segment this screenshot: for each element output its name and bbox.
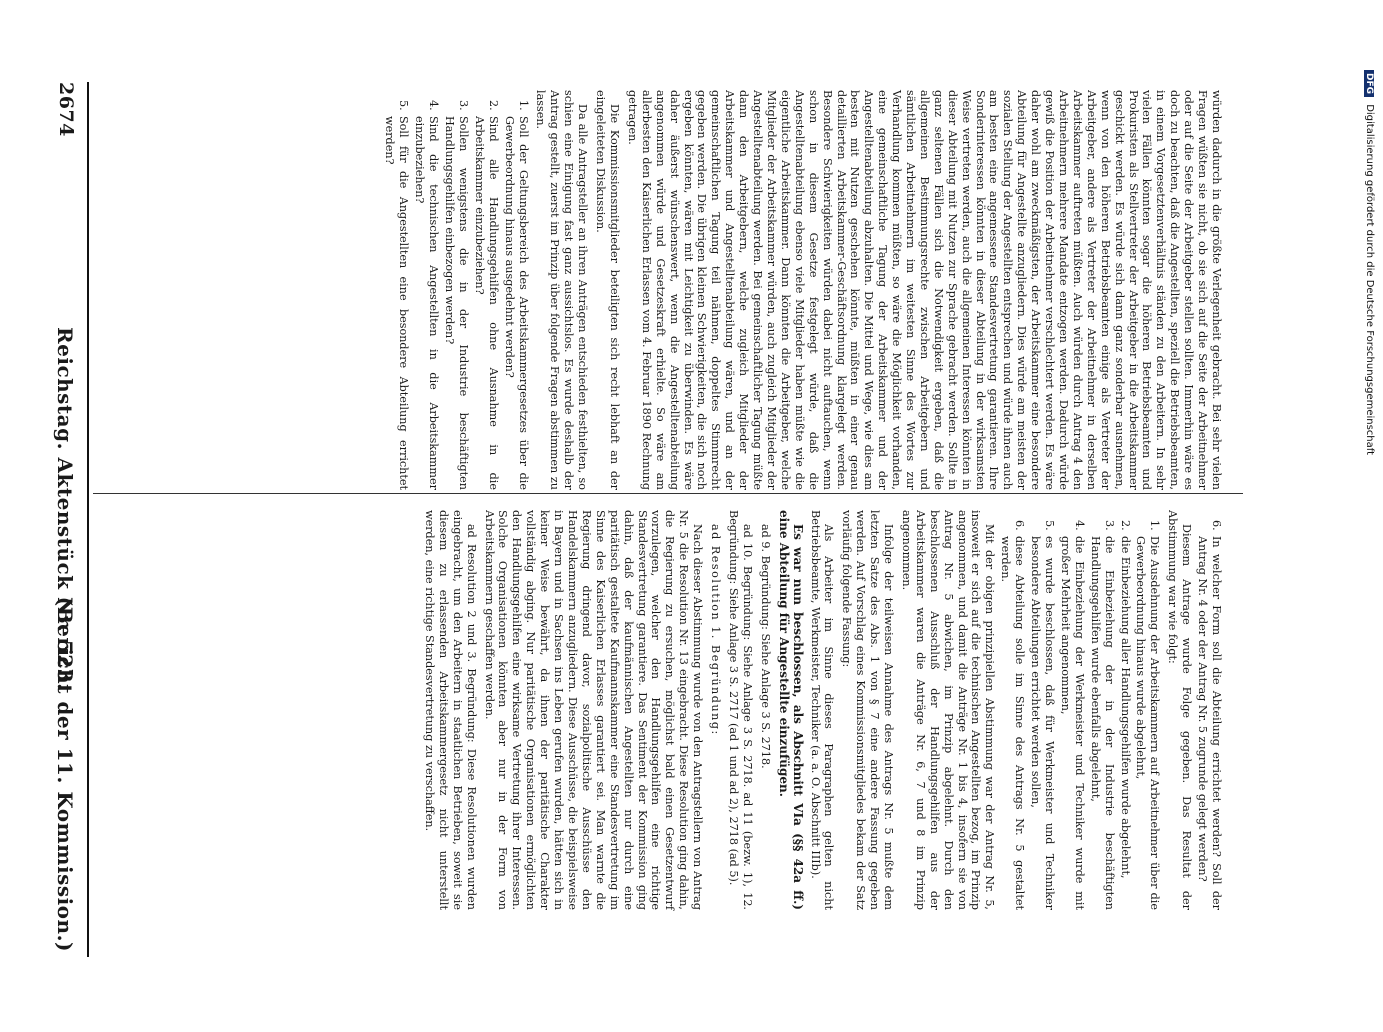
list-item xyxy=(1028,510,1056,910)
column-divider xyxy=(93,493,1243,494)
item-text: die Einbeziehung aller Handlungsgehilfen wurde abgelehnt, xyxy=(1118,536,1132,879)
resolution-heading: Es war nun beschlossen, als Abschnitt VIa (§§ 42a ff.) eine Abteilung für Angestellte einzufügen. xyxy=(776,510,805,910)
paragraph: ad Resolution 2 und 3. Begründung: Diese Resolutionen wurden eingebracht, um den Arbeitern in staatlichen Betrieben, soweit sie diesem zu erlassenden Arbeitskammergesetz nicht unterstellt werden, eine richtige Standesvertretung zu verschaffen. xyxy=(422,510,478,910)
paragraph: Diesem Antrage wurde Folge gegeben. Das Resultat der Abstimmung war wie folgt: xyxy=(1166,510,1194,910)
item-text: Die Ausdehnung der Arbeitskammern auf Arbeitnehmer über die Gewerbeordnung hinaus wurde abgelehnt, xyxy=(1134,536,1162,910)
item-number: 1. xyxy=(1148,520,1162,531)
list-item xyxy=(472,90,500,490)
paragraph: Mit der obigen prinzipiellen Abstimmung war der Antrag Nr. 5, insoweit er sich auf die technischen Angestellten bezog, im Prinzip angenommen, und damit die Anträge Nr. 1 bis 4, insofern sie von Antrag Nr. 5 abwichen, im Prinzip abgelehnt. Durch den beschlossenen Ausschluß der Handlungsgehilfen aus der Arbeitskammer waren die Anträge Nr. 6, 7 und 8 im Prinzip angenommen. xyxy=(899,510,997,910)
list-item xyxy=(383,90,411,490)
item-text: Sind alle Handlungsgehilfen ohne Ausnahme in die Arbeitskammer einzubeziehen? xyxy=(472,116,500,490)
header-report: (Bericht der 11. Kommission.) xyxy=(53,596,77,952)
digitization-credit xyxy=(1361,70,1375,1000)
item-number: 4. xyxy=(1072,520,1086,531)
item-number: 5. xyxy=(397,100,411,111)
page-number: 2674 xyxy=(55,82,77,137)
item-text: die Einbeziehung der in der Industrie beschäftigten Handlungsgehilfen wurde ebenfalls abgelehnt, xyxy=(1088,536,1116,910)
reference: ad 10. Begründung: Siehe Anlage 3 S. 2718. ad 11 (bezw. 1), 12. Begründung: Siehe Anlage 3 S. 2717 (ad 1 und ad 2), 2718 (ad 5). xyxy=(727,510,754,910)
right-column xyxy=(418,510,1223,910)
item-number: 5. xyxy=(1043,520,1057,531)
item-number: 1. xyxy=(516,100,530,111)
paragraph: Da alle Antragsteller an ihren Anträgen entschieden festhielten, so schien eine Einigung fast ganz aussichtslos. Es wurde deshalb der Antrag gestellt, zuerst im Prinzip über folgende Fragen abstimmen zu lassen. xyxy=(534,90,590,490)
list-item xyxy=(1118,510,1132,910)
item-number: 2. xyxy=(486,100,500,111)
item-number: 2. xyxy=(1118,520,1132,531)
reference: ad 9. Begründung: Siehe Anlage 3 S. 2718. xyxy=(758,524,772,769)
resolution-label: ad Resolution 1. Begründung: xyxy=(709,524,723,736)
list-item xyxy=(442,90,470,490)
item-text: Soll für die Angestellten eine besondere Abteilung errichtet werden? xyxy=(383,116,411,490)
credit-text: Digitalisierung gefördert durch die Deutsche Forschungsgemeinschaft xyxy=(1364,104,1375,456)
item-text: Soll der Geltungsbereich des Arbeitskammergesetzes über die Gewerbeordnung hinaus ausgedehnt werden? xyxy=(502,116,530,490)
paragraph: Infolge der teilweisen Annahme des Antrags Nr. 5 mußte dem letzten Satze des Abs. 1 von § 7 eine andere Fassung gegeben werden. Auf Vorschlag eines Kommissionsmitgliedes bekam der Satz vorläufig folgende Fassung: xyxy=(840,510,896,910)
list-item xyxy=(412,90,440,490)
list-item xyxy=(998,510,1026,910)
page-header xyxy=(41,82,81,1032)
item-text: es wurde beschlossen, daß für Werkmeister und Techniker besondere Abteilungen errichtet werden sollen, xyxy=(1029,536,1057,910)
list-item xyxy=(1058,510,1086,910)
item-number: 6. xyxy=(1210,520,1223,531)
list-item xyxy=(1088,510,1116,910)
list-item xyxy=(502,90,530,490)
item-number: 3. xyxy=(1102,520,1116,531)
paragraph: würden dadurch in die größte Verlegenheit gebracht. Bei sehr vielen Fragen wüßten sie nicht, ob sie sich auf die Seite der Arbeitnehmer oder auf die Seite der Arbeitgeber stellen sollten. Immerhin wäre es doch zu beachten, daß die Angestellten, speziell die Betriebsbeamten, in einem Vorgesetztenverhältnis ständen zu den Arbeitern. In sehr vielen Fällen könnten sogar die höheren Betriebsbeamten und Prokuristen als Stellvertreter der Arbeitgeber in die Arbeitskammer geschickt werden. Es würde sich dann ganz sonderbar ausnehmen, wenn von den höheren Betriebsbeamten einige als Vertreter der Arbeitgeber, andere als Vertreter der Arbeitnehmer in derselben Arbeitskammer auftreten müßten. Auch würden durch Antrag 4 den Arbeitnehmern mehrere Mandate entzogen werden. Dadurch würde gewiß die Position der Arbeitnehmer verschlechtert werden. Es wäre daher wohl am zweckmäßigsten, der Arbeitskammer eine besondere Abteilung für Angestellte anzugliedern. Dies würde am meisten der sozialen Stellung der Angestellten entsprechen und würde ihnen auch am besten eine angemessene Standesvertretung garantieren. Ihre Sonderinteressen könnten in dieser Abteilung in der wirksamsten Weise vertreten werden, auch die allgemeinen Interessen könnten in dieser Abteilung mit Nutzen zur Sprache gebracht werden. Sollte in ganz seltenen Fällen sich die Notwendigkeit ergeben, daß die allgemeinen Bestimmungsrechte zwischen Arbeitgebern und sämtlichen Arbeitnehmern im weitesten Sinne des Wortes zur Verhandlung kommen müßten, so wäre die Möglichkeit vorhanden, eine gemeinschaftliche Tagung der Arbeitskammer und der Angestelltenabteilung abzuhalten. Die Mittel und Wege, wie dies am besten mit Nutzen geschehen könnte, müßten in einer genau detaillierten Arbeitskammer-Geschäftsordnung klargelegt werden. Besondere Schwierigkeiten würden dabei nicht auftauchen, wenn schon in diesem Gesetze festgelegt würde, daß die Angestelltenabteilung ebenso viele Mitglieder haben müßte wie die eigentliche Arbeitskammer. Dann könnten die Arbeitgeber, welche Mitglieder der Arbeitskammer würden, auch zugleich Mitglieder der Angestelltenabteilung werden. Bei gemeinschaftlicher Tagung müßte dann den Arbeitgebern, welche zugleich Mitglieder der Arbeitskammer und Angestelltenabteilung wären, und an der gemeinschaftlichen Tagung teil nähmen, doppeltes Stimmrecht gegeben werden. Die übrigen kleinen Schwierigkeiten, die sich noch ergeben könnten, wären mit Leichtigkeit zu überwinden. Es wäre daher äußerst wünschenswert, wenn die Angestelltenabteilung angenommen würde und Gesetzeskraft erhielte. So wäre am allerbesten den Kaiserlichen Erlassen vom 4. Februar 1890 Rechnung getragen. xyxy=(625,90,1223,490)
dfg-logo: DFG xyxy=(1364,70,1374,97)
paragraph: Die Kommissionsmitglieder beteiligten sich recht lebhaft an der eingeleiteten Diskussion. xyxy=(594,90,622,490)
header-title: Reichstag. Aktenstück Nr. 523. xyxy=(53,327,77,691)
item-text: In welcher Form soll die Abteilung errichtet werden? Soll der Antrag Nr. 4 oder der Antrag Nr. 5 zugrunde gelegt werden? xyxy=(1196,536,1223,910)
list-item xyxy=(1134,510,1162,910)
left-column xyxy=(381,90,1223,490)
item-text: Sind die technischen Angestellten in die Arbeitskammer einzubeziehen? xyxy=(413,116,441,490)
item-text: diese Abteilung solle im Sinne des Antrags Nr. 5 gestaltet werden. xyxy=(999,536,1027,910)
paragraph: Nach dieser Abstimmung wurde von den Antragstellern von Antrag Nr. 5 die Resolution Nr. 13 eingebracht. Diese Resolution ging dahin, die Regierung zu ersuchen, möglichst bald einen Gesetzentwurf vorzulegen, welcher den Handlungsgehilfen eine richtige Standesvertretung garantiere. Das Sentiment der Kommission ging dahin, daß der kaufmännischen Angestellten nur durch eine paritätisch gestaltete Kaufmannskammer eine Standesvertretung im Sinne des Kaiserlichen Erlasses garantiert sei. Man warnte die Regierung dringend davor, sozialpolitische Ausschüsse den Handelskammern anzugliedern. Diese Ausschüsse, die beispielsweise in Bayern und in Sachsen ins Leben gerufen wurden, hätten sich in keiner Weise bewährt, da ihnen der paritätische Charakter vollständig abging. Nur paritätische Organisationen ermöglichten den Handlungsgehilfen eine wirksame Vertretung ihrer Interessen. Solche Organisationen könnten aber nur in der Form von Arbeitskammern geschaffen werden. xyxy=(482,510,705,910)
list-item xyxy=(1195,510,1223,910)
item-number: 4. xyxy=(427,100,441,111)
item-number: 3. xyxy=(456,100,470,111)
item-text: Sollen wenigstens die in der Industrie beschäftigten Handlungsgehilfen einbezogen werden? xyxy=(443,116,470,490)
header-rule xyxy=(87,82,89,957)
item-text: die Einbeziehung der Werkmeister und Techniker wurde mit großer Mehrheit angenommen, xyxy=(1058,536,1086,910)
item-number: 6. xyxy=(1013,520,1027,531)
paragraph: Als Arbeiter im Sinne dieses Paragraphen gelten nicht Betriebsbeamte, Werkmeister, Techniker (a. a. O. Abschnitt IIIb). xyxy=(808,510,836,910)
